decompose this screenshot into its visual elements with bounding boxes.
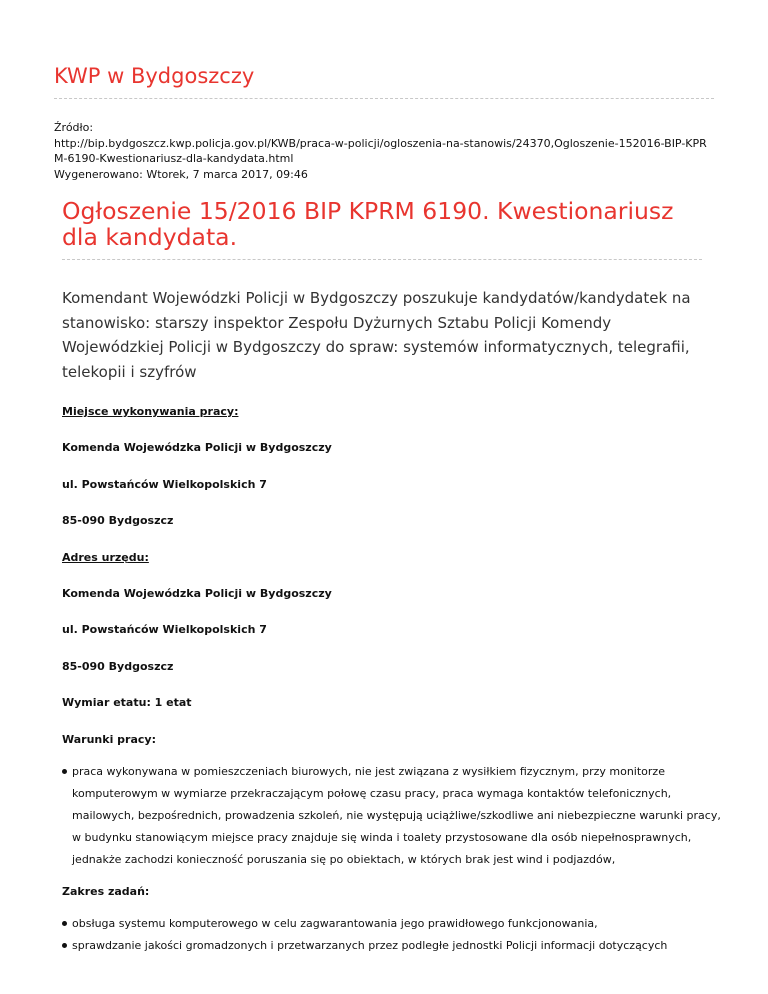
generated-timestamp: Wygenerowano: Wtorek, 7 marca 2017, 09:46 bbox=[54, 167, 308, 181]
lead-line: telekopii i szyfrów bbox=[62, 362, 197, 381]
office-line: ul. Powstańców Wielkopolskich 7 bbox=[62, 623, 267, 637]
source-url-line-2: M-6190-Kwestionariusz-dla-kandydata.html bbox=[54, 152, 294, 165]
office-line: 85-090 Bydgoszcz bbox=[62, 659, 174, 673]
list-item bbox=[62, 913, 722, 935]
conditions-list bbox=[62, 761, 722, 871]
article-lead bbox=[62, 286, 702, 384]
workplace-line: Komenda Wojewódzka Policji w Bydgoszczy bbox=[62, 441, 332, 455]
workplace-line: ul. Powstańców Wielkopolskich 7 bbox=[62, 477, 267, 491]
workplace-heading: Miejsce wykonywania pracy: bbox=[62, 405, 239, 418]
bullet-icon bbox=[62, 769, 67, 774]
conditions-heading: Warunki pracy: bbox=[62, 732, 156, 746]
lead-line: Wojewódzkiej Policji w Bydgoszczy do spraw: systemów informatycznych, telegrafii, bbox=[62, 338, 690, 356]
lead-line: Komendant Wojewódzki Policji w Bydgoszczy poszukuje kandydatów/kandydatek na bbox=[62, 289, 691, 307]
article-content bbox=[62, 405, 722, 957]
site-header bbox=[54, 62, 714, 99]
conditions-line: mailowych, bezpośrednich, prowadzenia szkoleń, nie występują uciążliwe/szkodliwe ani niebezpieczne warunki pracy, bbox=[72, 808, 721, 822]
header-divider bbox=[54, 98, 714, 99]
workplace-line: 85-090 Bydgoszcz bbox=[62, 514, 174, 528]
conditions-line: komputerowym w wymiarze przekraczającym połowę czasu pracy, praca wymaga kontaktów telefonicznych, bbox=[72, 786, 672, 800]
conditions-line: jednakże zachodzi konieczność poruszania się po obiektach, w których brak jest wind i podjazdów, bbox=[72, 852, 616, 866]
article-title-line-2: dla kandydata. bbox=[62, 223, 238, 251]
tasks-heading: Zakres zadań: bbox=[62, 884, 150, 898]
title-divider bbox=[62, 259, 702, 260]
tasks-list bbox=[62, 913, 722, 957]
office-line: Komenda Wojewódzka Policji w Bydgoszczy bbox=[62, 586, 332, 600]
bullet-icon bbox=[62, 943, 67, 948]
task-text: sprawdzanie jakości gromadzonych i przetwarzanych przez podległe jednostki Policji informacji dotyczących bbox=[72, 938, 668, 952]
site-title: KWP w Bydgoszczy bbox=[54, 64, 255, 88]
source-meta bbox=[54, 120, 719, 182]
source-label: Źródło: bbox=[54, 121, 94, 134]
lead-line: stanowisko: starszy inspektor Zespołu Dyżurnych Sztabu Policji Komendy bbox=[62, 313, 612, 332]
source-url-line-1: http://bip.bydgoszcz.kwp.policja.gov.pl/KWB/praca-w-policji/ogloszenia-na-stanowis/24370,Ogloszenie-152016-BIP-KPR bbox=[54, 136, 707, 150]
list-item bbox=[62, 935, 722, 957]
conditions-line: praca wykonywana w pomieszczeniach biurowych, nie jest związana z wysiłkiem fizycznym, przy monitorze bbox=[72, 764, 665, 778]
task-text: obsługa systemu komputerowego w celu zagwarantowania jego prawidłowego funkcjonowania, bbox=[72, 916, 598, 930]
office-heading: Adres urzędu: bbox=[62, 550, 149, 564]
conditions-line: w budynku stanowiącym miejsce pracy znajduje się winda i toalety przystosowane dla osób niepełnosprawnych, bbox=[72, 830, 692, 844]
article bbox=[62, 198, 712, 384]
article-title bbox=[62, 198, 712, 250]
employment-info: Wymiar etatu: 1 etat bbox=[62, 696, 192, 710]
article-title-line-1: Ogłoszenie 15/2016 BIP KPRM 6190. Kwestionariusz bbox=[62, 197, 674, 225]
list-item bbox=[62, 761, 722, 871]
bullet-icon bbox=[62, 921, 67, 926]
